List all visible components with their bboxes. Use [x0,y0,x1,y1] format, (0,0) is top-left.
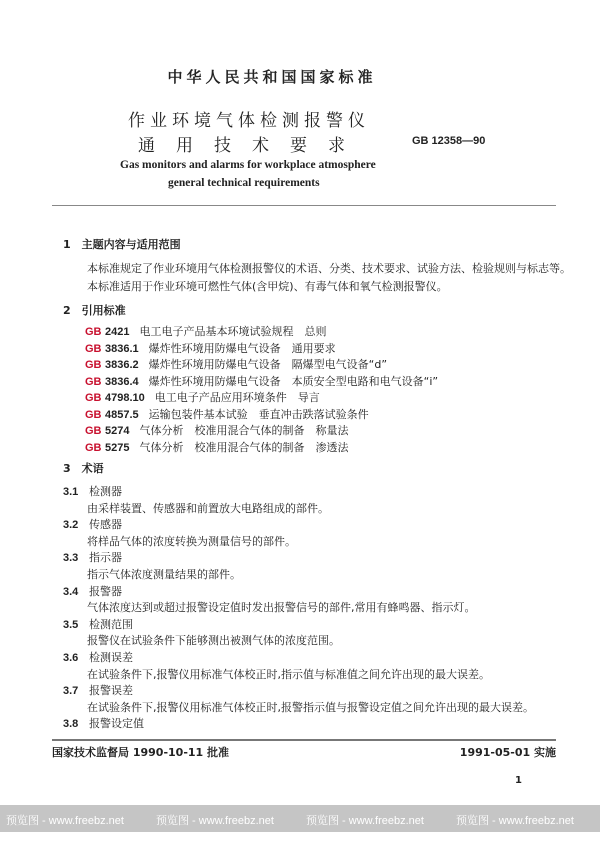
section-2-heading: 2 引用标准 [63,304,126,317]
document-subtitle: 通用技术要求 [138,136,366,156]
term-name: 检测误差 [89,650,133,664]
term-name: 检测器 [89,485,122,498]
section-1-heading: 1 主题内容与适用范围 [63,238,181,251]
national-standard-label: 中华人民共和国国家标准 [167,68,377,86]
term-number: 3.3 [63,552,79,565]
term-number: 3.4 [63,585,79,598]
reference-number: 3836.1 [105,342,139,355]
english-title-line2: general technical requirements [168,177,320,189]
reference-prefix: GB [85,359,102,371]
reference-number: 3836.4 [105,375,139,388]
watermark-text: 预览图 - www.freebz.net [6,815,124,827]
term-definition: 气体浓度达到或超过报警设定值时发出报警信号的部件,常用有蜂鸣器、指示灯。 [87,601,476,615]
reference-number: 3836.2 [105,359,139,371]
reference-item [85,440,438,457]
term-number: 3.7 [63,685,79,698]
reference-prefix: GB [85,342,102,355]
header-divider [52,205,556,206]
reference-prefix: GB [85,375,102,388]
reference-title: 运输包装件基本试验 垂直冲击跌落试验条件 [148,407,369,421]
reference-title: 爆炸性环境用防爆电气设备 本质安全型电路和电气设备“i” [148,374,439,388]
term-number: 3.2 [63,519,79,532]
reference-prefix: GB [85,392,102,404]
reference-list [85,324,438,456]
reference-title: 气体分析 校准用混合气体的制备 称量法 [139,424,349,437]
term-heading [63,550,534,567]
term-name: 报警器 [89,584,122,598]
reference-item [85,407,438,424]
term-definition: 在试验条件下,报警仪用标准气体校正时,指示值与标准值之间允许出现的最大误差。 [87,667,490,681]
reference-title: 气体分析 校准用混合气体的制备 渗透法 [139,440,349,454]
section-1-paragraph: 本标准适用于作业环境可燃性气体(含甲烷)、有毒气体和氧气检测报警仪。 [87,280,448,293]
reference-prefix: GB [85,425,102,437]
page-number: 1 [515,775,522,786]
reference-prefix: GB [85,441,102,454]
reference-item [85,390,438,407]
term-definition: 在试验条件下,报警仪用标准气体校正时,报警指示值与报警设定值之间允许出现的最大误差。 [87,700,534,714]
watermark-text: 预览图 - www.freebz.net [306,815,424,827]
reference-item [85,357,438,374]
term-definition: 指示气体浓度测量结果的部件。 [87,567,241,581]
term-number: 3.1 [63,486,79,498]
reference-item [85,341,438,358]
term-heading [63,650,534,667]
reference-item [85,374,438,391]
reference-number: 4857.5 [105,408,139,421]
reference-number: 2421 [105,326,130,338]
reference-number: 5275 [105,441,130,454]
reference-prefix: GB [85,408,102,421]
watermark-text: 预览图 - www.freebz.net [456,815,574,827]
term-heading [63,484,534,501]
standard-number: GB 12358—90 [412,135,486,147]
watermark-band [0,805,600,832]
watermark-text: 预览图 - www.freebz.net [156,815,274,827]
term-list [63,484,534,733]
reference-prefix: GB [85,326,102,338]
term-number: 3.6 [63,651,79,664]
term-name: 报警误差 [89,684,133,698]
reference-item [85,324,438,341]
term-heading [63,683,534,700]
term-name: 传感器 [89,518,122,532]
term-heading [63,584,534,601]
reference-title: 爆炸性环境用防爆电气设备 隔爆型电气设备“d” [148,358,388,371]
term-name: 报警设定值 [89,717,144,731]
implementation-date: 1991-05-01 实施 [459,746,556,759]
english-title-line1: Gas monitors and alarms for workplace atmosphere [120,159,376,171]
reference-item [85,423,438,440]
document-title: 作业环境气体检测报警仪 [128,111,370,131]
term-heading [63,716,534,733]
term-definition: 将样品气体的浓度转换为测量信号的部件。 [87,534,296,548]
approval-info: 国家技术监督局 1990-10-11 批准 [52,746,230,759]
term-name: 检测范围 [89,617,133,631]
term-heading [63,517,534,534]
reference-title: 电工电子产品基本环境试验规程 总则 [139,325,327,338]
term-heading [63,617,534,634]
reference-number: 4798.10 [105,392,145,404]
section-1-paragraph: 本标准规定了作业环境用气体检测报警仪的术语、分类、技术要求、试验方法、检验规则与标志等。 [87,262,571,275]
term-number: 3.5 [63,618,79,631]
reference-title: 爆炸性环境用防爆电气设备 通用要求 [148,341,336,355]
reference-number: 5274 [105,425,130,437]
footer-divider [52,739,556,741]
term-definition: 由采样装置、传感器和前置放大电路组成的部件。 [87,501,329,515]
term-definition: 报警仪在试验条件下能够测出被测气体的浓度范围。 [87,634,340,648]
reference-title: 电工电子产品应用环境条件 导言 [154,391,320,404]
term-name: 指示器 [89,551,122,565]
term-number: 3.8 [63,718,79,731]
section-3-heading: 3 术语 [63,462,104,475]
